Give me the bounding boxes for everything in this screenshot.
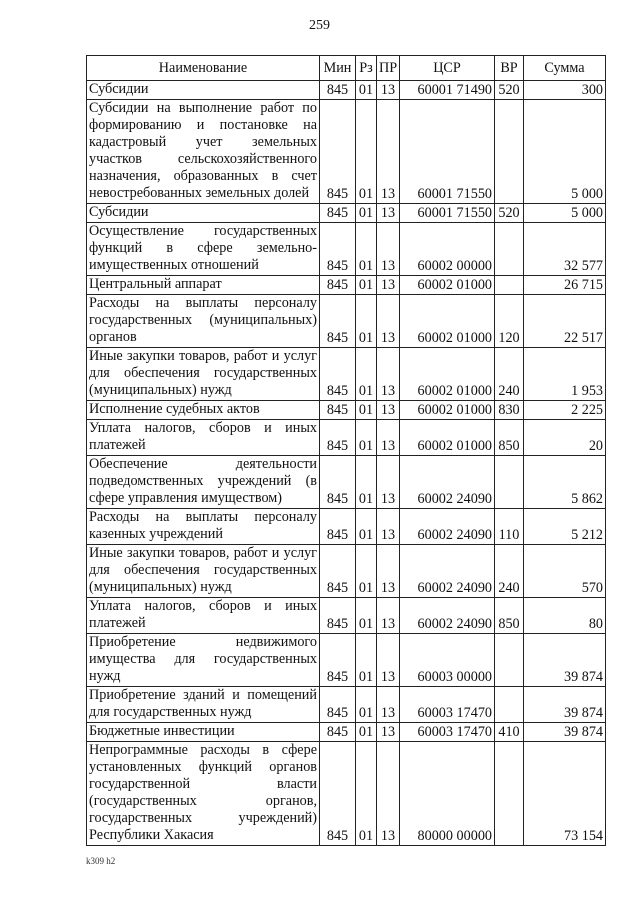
row-name: Бюджетные инвестиции — [87, 723, 320, 742]
row-min: 845 — [320, 723, 356, 742]
table-row — [87, 742, 606, 846]
row-rz: 01 — [356, 295, 377, 348]
row-pr: 13 — [377, 509, 400, 545]
row-csr: 60002 24090 — [400, 598, 495, 634]
row-rz: 01 — [356, 723, 377, 742]
row-rz: 01 — [356, 598, 377, 634]
table-row — [87, 401, 606, 420]
row-name: Приобретение зданий и помещений для государственных нужд — [87, 687, 320, 723]
row-name: Уплата налогов, сборов и иных платежей — [87, 598, 320, 634]
row-vr — [495, 634, 524, 687]
row-vr — [495, 223, 524, 276]
column-header-sum: Сумма — [524, 56, 606, 81]
table-row — [87, 420, 606, 456]
row-sum: 2 225 — [524, 401, 606, 420]
row-min: 845 — [320, 634, 356, 687]
row-min: 845 — [320, 276, 356, 295]
row-sum: 5 000 — [524, 204, 606, 223]
row-csr: 60001 71550 — [400, 100, 495, 204]
row-vr — [495, 742, 524, 846]
table-row — [87, 348, 606, 401]
row-name: Исполнение судебных актов — [87, 401, 320, 420]
row-rz: 01 — [356, 81, 377, 100]
table-row — [87, 276, 606, 295]
row-pr: 13 — [377, 295, 400, 348]
budget-table — [86, 55, 606, 846]
row-vr: 240 — [495, 545, 524, 598]
column-header-csr: ЦСР — [400, 56, 495, 81]
row-sum: 20 — [524, 420, 606, 456]
table-row — [87, 723, 606, 742]
row-sum: 26 715 — [524, 276, 606, 295]
row-rz: 01 — [356, 223, 377, 276]
row-name: Центральный аппарат — [87, 276, 320, 295]
row-csr: 60002 00000 — [400, 223, 495, 276]
row-pr: 13 — [377, 687, 400, 723]
row-rz: 01 — [356, 401, 377, 420]
row-vr: 830 — [495, 401, 524, 420]
row-vr — [495, 456, 524, 509]
row-name: Расходы на выплаты персоналу казенных учреждений — [87, 509, 320, 545]
row-name: Уплата налогов, сборов и иных платежей — [87, 420, 320, 456]
table-row — [87, 598, 606, 634]
row-name: Приобретение недвижимого имущества для государственных нужд — [87, 634, 320, 687]
table-row — [87, 223, 606, 276]
column-header-name: Наименование — [87, 56, 320, 81]
row-csr: 60001 71550 — [400, 204, 495, 223]
row-min: 845 — [320, 687, 356, 723]
table-row — [87, 295, 606, 348]
row-min: 845 — [320, 598, 356, 634]
row-vr: 850 — [495, 598, 524, 634]
row-min: 845 — [320, 742, 356, 846]
table-row — [87, 687, 606, 723]
row-pr: 13 — [377, 545, 400, 598]
row-sum: 80 — [524, 598, 606, 634]
row-name: Субсидии — [87, 81, 320, 100]
row-sum: 39 874 — [524, 723, 606, 742]
row-csr: 60002 01000 — [400, 420, 495, 456]
row-vr: 850 — [495, 420, 524, 456]
row-min: 845 — [320, 100, 356, 204]
row-name: Иные закупки товаров, работ и услуг для обеспечения государственных (муниципальных) нужд — [87, 348, 320, 401]
row-name: Субсидии на выполнение работ по формированию и постановке на кадастровый учет земельных участков сельскохозяйственного назначения, образованных в счет невостребованных земельных долей — [87, 100, 320, 204]
row-csr: 80000 00000 — [400, 742, 495, 846]
row-pr: 13 — [377, 723, 400, 742]
row-rz: 01 — [356, 276, 377, 295]
row-rz: 01 — [356, 348, 377, 401]
column-header-rz: Рз — [356, 56, 377, 81]
row-name: Иные закупки товаров, работ и услуг для обеспечения государственных (муниципальных) нужд — [87, 545, 320, 598]
row-pr: 13 — [377, 456, 400, 509]
row-csr: 60002 01000 — [400, 295, 495, 348]
row-vr: 240 — [495, 348, 524, 401]
row-pr: 13 — [377, 348, 400, 401]
row-sum: 39 874 — [524, 634, 606, 687]
row-rz: 01 — [356, 420, 377, 456]
row-sum: 1 953 — [524, 348, 606, 401]
row-csr: 60002 24090 — [400, 509, 495, 545]
row-vr: 120 — [495, 295, 524, 348]
row-sum: 39 874 — [524, 687, 606, 723]
row-min: 845 — [320, 401, 356, 420]
row-pr: 13 — [377, 742, 400, 846]
row-rz: 01 — [356, 509, 377, 545]
row-csr: 60002 01000 — [400, 276, 495, 295]
row-csr: 60002 24090 — [400, 456, 495, 509]
row-csr: 60002 01000 — [400, 348, 495, 401]
row-pr: 13 — [377, 420, 400, 456]
row-min: 845 — [320, 509, 356, 545]
table-row — [87, 100, 606, 204]
row-sum: 570 — [524, 545, 606, 598]
row-vr: 520 — [495, 81, 524, 100]
row-pr: 13 — [377, 204, 400, 223]
table-row — [87, 204, 606, 223]
row-pr: 13 — [377, 634, 400, 687]
row-rz: 01 — [356, 100, 377, 204]
row-rz: 01 — [356, 742, 377, 846]
table-row — [87, 634, 606, 687]
row-min: 845 — [320, 204, 356, 223]
row-pr: 13 — [377, 81, 400, 100]
row-rz: 01 — [356, 634, 377, 687]
row-pr: 13 — [377, 223, 400, 276]
row-vr — [495, 687, 524, 723]
row-csr: 60002 01000 — [400, 401, 495, 420]
row-min: 845 — [320, 348, 356, 401]
row-sum: 5 862 — [524, 456, 606, 509]
row-vr: 110 — [495, 509, 524, 545]
row-min: 845 — [320, 420, 356, 456]
row-csr: 60002 24090 — [400, 545, 495, 598]
row-name: Субсидии — [87, 204, 320, 223]
row-name: Обеспечение деятельности подведомственных учреждений (в сфере управления имуществом) — [87, 456, 320, 509]
row-vr — [495, 276, 524, 295]
row-csr: 60001 71490 — [400, 81, 495, 100]
row-rz: 01 — [356, 204, 377, 223]
row-rz: 01 — [356, 687, 377, 723]
row-min: 845 — [320, 545, 356, 598]
row-vr: 410 — [495, 723, 524, 742]
table-row — [87, 545, 606, 598]
table-header-row — [87, 56, 606, 81]
row-sum: 73 154 — [524, 742, 606, 846]
row-pr: 13 — [377, 100, 400, 204]
row-vr: 520 — [495, 204, 524, 223]
table-row — [87, 456, 606, 509]
row-pr: 13 — [377, 401, 400, 420]
row-sum: 300 — [524, 81, 606, 100]
column-header-vr: ВР — [495, 56, 524, 81]
row-min: 845 — [320, 295, 356, 348]
row-csr: 60003 00000 — [400, 634, 495, 687]
row-vr — [495, 100, 524, 204]
row-sum: 32 577 — [524, 223, 606, 276]
row-pr: 13 — [377, 276, 400, 295]
row-csr: 60003 17470 — [400, 687, 495, 723]
column-header-pr: ПР — [377, 56, 400, 81]
page-number: 259 — [309, 18, 330, 33]
row-name: Осуществление государственных функций в сфере земельно-имущественных отношений — [87, 223, 320, 276]
column-header-min: Мин — [320, 56, 356, 81]
row-csr: 60003 17470 — [400, 723, 495, 742]
row-name: Расходы на выплаты персоналу государственных (муниципальных) органов — [87, 295, 320, 348]
row-rz: 01 — [356, 545, 377, 598]
row-pr: 13 — [377, 598, 400, 634]
row-min: 845 — [320, 456, 356, 509]
document-footer-code: k309 h2 — [86, 856, 116, 866]
row-rz: 01 — [356, 456, 377, 509]
row-min: 845 — [320, 223, 356, 276]
row-name: Непрограммные расходы в сфере установленных функций органов государственной власти (государственных органов, государственных учреждений) Республики Хакасия — [87, 742, 320, 846]
row-sum: 5 212 — [524, 509, 606, 545]
table-row — [87, 509, 606, 545]
table-row — [87, 81, 606, 100]
row-sum: 22 517 — [524, 295, 606, 348]
row-min: 845 — [320, 81, 356, 100]
row-sum: 5 000 — [524, 100, 606, 204]
